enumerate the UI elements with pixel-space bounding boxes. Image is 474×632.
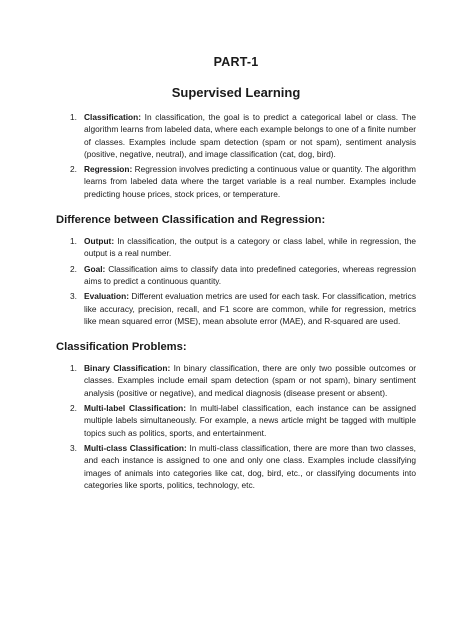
list-term: Regression:: [84, 164, 133, 175]
list-number: 3.: [70, 291, 77, 302]
list-number: 2.: [70, 263, 77, 274]
list-term: Classification:: [84, 112, 142, 122]
list-number: 1.: [70, 112, 77, 122]
list-term: Goal:: [84, 263, 106, 274]
part-label: PART-1: [213, 55, 259, 69]
list-text: In multi-class classification, there are more than two classes, and each instance is assigned to one and only one class. Examples include classifying images of animals into categories like cat, dog, bird, etc., or classifying documents into categories like sports, politics, technology, etc.: [84, 442, 417, 490]
list-text: Different evaluation metrics are used for each task. For classification, metrics like accuracy, precision, recall, and F1 score are common, while for regression, metrics like mean squared error (MSE), mean absolute error (MAE), and R-squared are used.: [84, 291, 416, 326]
page-title: Supervised Learning: [171, 85, 301, 100]
list-number: 1.: [70, 236, 77, 247]
list-text: In classification, the output is a category or class label, while in regression, the output is a real number.: [84, 236, 416, 259]
list-term: Output:: [84, 236, 115, 247]
list-item: [56, 442, 416, 491]
list-item: [56, 111, 416, 160]
difference-list: [56, 235, 416, 327]
list-term: Evaluation:: [84, 291, 129, 302]
list-text: In classification, the goal is to predict a categorical label or class. The algorithm learns from labeled data, where each example belongs to one of a finite number of classes. Examples include spam detection (spam or not spam), sentiment analysis (positive, negative, neutral), and image classification (cat, dog, bird).: [84, 112, 416, 159]
intro-list: [56, 111, 416, 200]
list-text: Classification aims to classify data into predefined categories, whereas regression aims to predict a continuous quantity.: [84, 263, 416, 286]
problems-list: [56, 362, 416, 491]
section-heading-difference: Difference between Classification and Regression:: [56, 214, 326, 227]
section-heading-problems: Classification Problems:: [56, 341, 187, 354]
list-item: [56, 235, 416, 260]
list-number: 2.: [70, 164, 77, 175]
list-item: [56, 163, 416, 200]
list-text: Regression involves predicting a continuous value or quantity. The algorithm learns from labeled data where the target variable is a real number. Examples include predicting house prices, stock prices, or temperature.: [84, 164, 416, 199]
list-item: [56, 290, 416, 327]
list-number: 3.: [70, 442, 77, 453]
list-term: Multi-label Classification:: [84, 403, 187, 414]
list-term: Binary Classification:: [84, 363, 171, 374]
list-item: [56, 402, 416, 439]
list-text: In multi-label classification, each instance can be assigned multiple labels simultaneously. For example, a news article might be tagged with multiple topics such as politics, sports, and entertainment.: [84, 403, 416, 438]
list-text: In binary classification, there are only two possible outcomes or classes. Examples include email spam detection (spam or not spam), binary sentiment analysis (positive or negative), and medical diagnosis (disease present or absent).: [84, 363, 416, 398]
list-number: 1.: [70, 363, 77, 374]
list-term: Multi-class Classification:: [84, 442, 187, 453]
list-item: [56, 263, 416, 288]
list-number: 2.: [70, 403, 77, 414]
list-item: [56, 362, 416, 399]
